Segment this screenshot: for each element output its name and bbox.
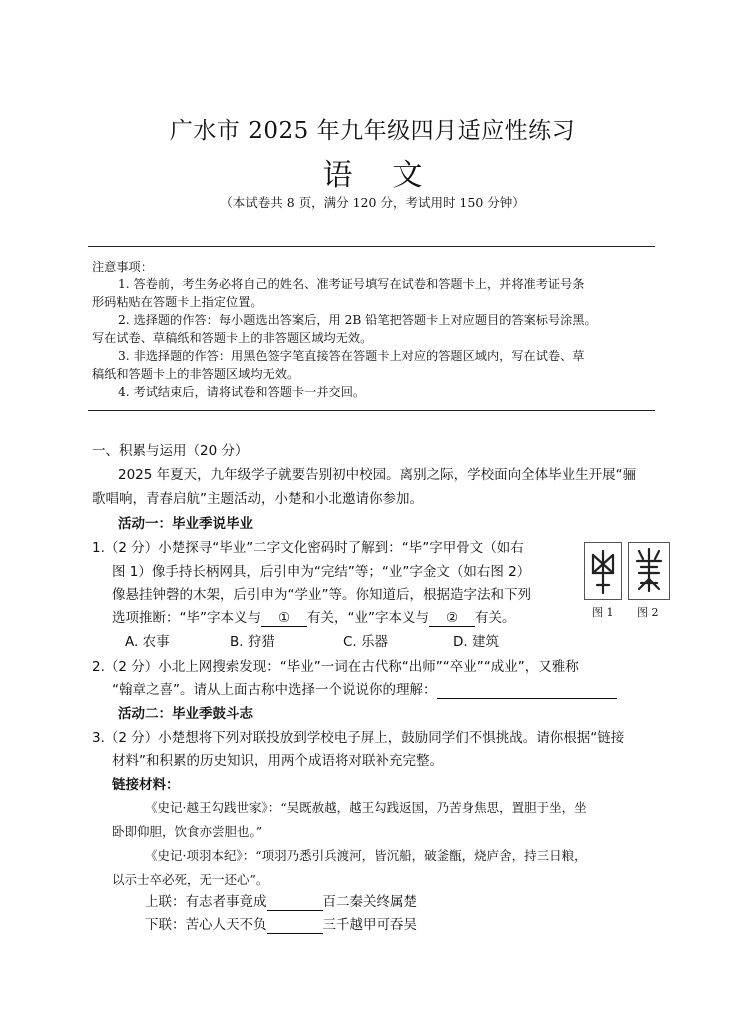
material-line: 卧即仰胆，饮食亦尝胆也。” [112,824,263,839]
q1-line: 像悬挂钟磬的木架，后引申为“学业”等。你知道后，根据造字法和下列 [112,587,531,603]
q3-line: 材料”和积累的历史知识，用两个成语将对联补充完整。 [112,753,443,769]
notice-line: 4. 考试结束后，请将试卷和答题卡一并交回。 [118,385,366,399]
activity-one-heading: 活动一：毕业季说毕业 [118,516,253,532]
notice-line: 2. 选择题的作答：每小题选出答案后，用 2B 铅笔把答题卡上对应题目的答案标号涂黑。 [118,313,597,327]
notice-line: 稿纸和答题卡上的非答题区域均无效。 [92,367,300,381]
section-heading: 一、积累与运用（20 分） [92,443,249,459]
intro-line: 2025 年夏天，九年级学子就要告别初中校园。离别之际，学校面向全体毕业生开展“骊 [118,467,637,483]
material-line: 《史记·项羽本纪》：“项羽乃悉引兵渡河，皆沉船，破釜甑，烧庐舍，持三日粮， [145,848,587,863]
couplet-upper: 上联：有志者事竟成 百二秦关终属楚 [145,894,417,910]
option-d[interactable]: D. 建筑 [453,634,499,650]
lower-idiom-blank[interactable] [267,917,323,934]
bi-glyph-drawing [585,543,621,599]
q2-line-2: “翰章之喜”。请从上面古称中选择一个说说你的理解： [112,678,617,699]
q3-line: 3.（2 分）小楚想将下列对联投放到学校电子屏上，鼓励同学们不惧挑战。请你根据“链接 [92,730,625,746]
q1-line-4: 选项推断：“毕”字本义与 ① 有关，“业”字本义与 ② 有关。 [112,610,516,626]
notice-line: 1. 答卷前，考生务必将自己的姓名、准考证号填写在试卷和答题卡上，并将准考证号条 [118,277,585,291]
q2-answer-blank[interactable] [437,682,617,699]
subject-title: 语文 [322,158,463,193]
upper-idiom-blank[interactable] [267,894,323,911]
answer-blank-2[interactable]: ② [429,610,475,627]
notice-line: 形码粘贴在答题卡上指定位置。 [92,295,263,309]
notice-heading: 注意事项： [92,260,153,274]
figure-2-label: 图 2 [637,606,659,619]
material-line: 以示士卒必死，无一还心”。 [112,872,269,887]
exam-title: 广水市 2025 年九年级四月适应性练习 [169,118,576,144]
ye-glyph-drawing [629,543,669,599]
bronze-ye-glyph [628,542,670,600]
option-b[interactable]: B. 狩猎 [230,634,275,650]
q1-line: 图 1）像手持长柄网具，后引申为“完结”等；“业”字金文（如右图 2） [112,564,531,580]
notice-line: 3. 非选择题的作答：用黑色签字笔直接答在答题卡上对应的答题区域内，写在试卷、草 [118,349,585,363]
q1-line: 1.（2 分）小楚探寻“毕业”二字文化密码时了解到：“毕”字甲骨文（如右 [92,540,524,556]
exam-info: （本试卷共 8 页，满分 120 分，考试用时 150 分钟） [220,195,525,210]
activity-two-heading: 活动二：毕业季鼓斗志 [118,706,253,722]
answer-blank-1[interactable]: ① [261,610,307,627]
option-c[interactable]: C. 乐器 [343,634,389,650]
divider-bottom [88,410,655,411]
oracle-bone-bi-glyph [584,542,622,600]
intro-line: 歌唱响，青春启航”主题活动，小楚和小北邀请你参加。 [92,491,423,507]
material-line: 《史记·越王勾践世家》：“吴既赦越，越王勾践返国，乃苦身焦思，置胆于坐，坐 [145,800,587,815]
notice-line: 写在试卷、草稿纸和答题卡上的非答题区域均无效。 [92,331,373,345]
link-material-heading: 链接材料： [112,777,180,793]
figure-1-label: 图 1 [592,606,614,619]
option-a[interactable]: A. 农事 [125,634,170,650]
divider-top [88,246,655,247]
couplet-lower: 下联：苦心人天不负 三千越甲可吞吴 [145,917,417,933]
q2-line: 2.（2 分）小北上网搜索发现：“毕业”一词在古代称“出师”“卒业”“成业”，又雅称 [92,659,579,675]
